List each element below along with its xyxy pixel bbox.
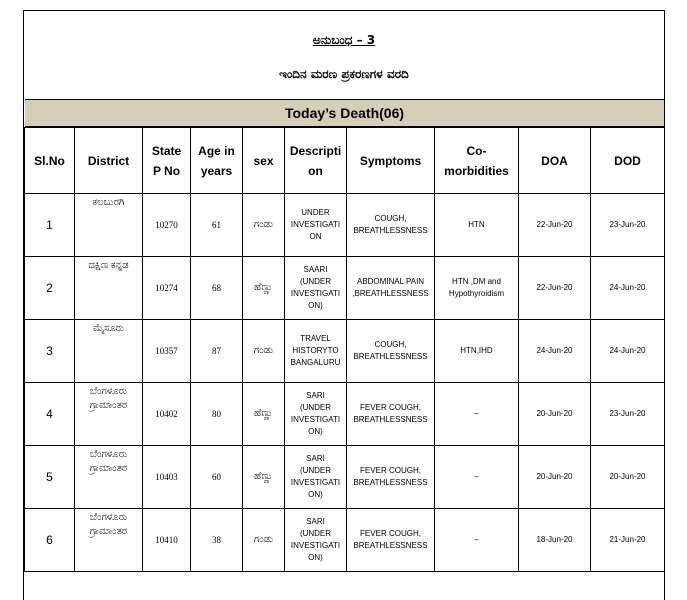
table-row (25, 194, 665, 257)
table-row (25, 509, 665, 572)
annex-heading (24, 33, 664, 48)
cell-comorbidities: HTN ,DM and Hypothyroidism (435, 257, 519, 320)
cell-doa: 18-Jun-20 (519, 509, 591, 572)
cell-sex: ಹೆಣ್ಣು (243, 446, 285, 509)
cell-state-p-no: 10274 (143, 257, 191, 320)
cell-age: 61 (191, 194, 243, 257)
col-header-dod: DOD (591, 128, 665, 194)
table-row (25, 320, 665, 383)
cell-age: 38 (191, 509, 243, 572)
cell-comorbidities: HTN,IHD (435, 320, 519, 383)
todays-death-banner: Today’s Death(06) (25, 99, 664, 127)
cell-age: 60 (191, 446, 243, 509)
table-row (25, 257, 665, 320)
cell-dod: 23-Jun-20 (591, 383, 665, 446)
cell-state-p-no: 10270 (143, 194, 191, 257)
cell-sex: ಗಂಡು (243, 194, 285, 257)
cell-description: TRAVEL HISTORYTO BANGALURU (285, 320, 347, 383)
cell-district: ಬೆಂಗಳೂರು ಗ್ರಾಮಾಂತರ (75, 509, 143, 572)
death-cases-table (24, 127, 665, 572)
col-header-district: District (75, 128, 143, 194)
cell-description: UNDER INVESTIGATI ON (285, 194, 347, 257)
cell-district: ದಕ್ಷಿಣ ಕನ್ನಡ (75, 257, 143, 320)
cell-doa: 22-Jun-20 (519, 194, 591, 257)
cell-slno: 6 (25, 509, 75, 572)
cell-age: 80 (191, 383, 243, 446)
cell-state-p-no: 10410 (143, 509, 191, 572)
document-page (23, 10, 665, 600)
cell-age: 87 (191, 320, 243, 383)
col-header-comorbidities: Co- morbidities (435, 128, 519, 194)
cell-slno: 2 (25, 257, 75, 320)
cell-district: ಮೈಸೂರು (75, 320, 143, 383)
cell-doa: 22-Jun-20 (519, 257, 591, 320)
cell-doa: 20-Jun-20 (519, 383, 591, 446)
col-header-slno: Sl.No (25, 128, 75, 194)
cell-slno: 3 (25, 320, 75, 383)
cell-description: SARI (UNDER INVESTIGATI ON) (285, 383, 347, 446)
cell-sex: ಗಂಡು (243, 509, 285, 572)
cell-description: SARI (UNDER INVESTIGATI ON) (285, 446, 347, 509)
cell-sex: ಹೆಣ್ಣು (243, 383, 285, 446)
cell-age: 68 (191, 257, 243, 320)
cell-dod: 23-Jun-20 (591, 194, 665, 257)
cell-symptoms: COUGH, BREATHLESSNESS (347, 320, 435, 383)
cell-sex: ಹೆಣ್ಣು (243, 257, 285, 320)
cell-symptoms: FEVER COUGH, BREATHLESSNESS (347, 509, 435, 572)
cell-symptoms: ABDOMINAL PAIN ,BREATHLESSNESS (347, 257, 435, 320)
col-header-sex: sex (243, 128, 285, 194)
cell-state-p-no: 10402 (143, 383, 191, 446)
table-header-row (25, 128, 665, 194)
cell-description: SARI (UNDER INVESTIGATI ON) (285, 509, 347, 572)
cell-description: SAARI (UNDER INVESTIGATI ON) (285, 257, 347, 320)
cell-dod: 20-Jun-20 (591, 446, 665, 509)
col-header-description: Descripti on (285, 128, 347, 194)
cell-district: ಬೆಂಗಳೂರು ಗ್ರಾಮಾಂತರ (75, 383, 143, 446)
cell-comorbidities: – (435, 509, 519, 572)
report-subtitle: ಇಂದಿನ ಮರಣ ಪ್ರಕರಣಗಳ ವರದಿ (279, 67, 409, 81)
cell-district: ಬೆಂಗಳೂರು ಗ್ರಾಮಾಂತರ (75, 446, 143, 509)
cell-dod: 24-Jun-20 (591, 257, 665, 320)
cell-slno: 4 (25, 383, 75, 446)
cell-dod: 21-Jun-20 (591, 509, 665, 572)
cell-comorbidities: – (435, 446, 519, 509)
cell-symptoms: FEVER COUGH, BREATHLESSNESS (347, 383, 435, 446)
col-header-age: Age in years (191, 128, 243, 194)
col-header-state-p-no: State P No (143, 128, 191, 194)
col-header-doa: DOA (519, 128, 591, 194)
cell-state-p-no: 10403 (143, 446, 191, 509)
cell-comorbidities: – (435, 383, 519, 446)
cell-doa: 20-Jun-20 (519, 446, 591, 509)
cell-symptoms: COUGH, BREATHLESSNESS (347, 194, 435, 257)
cell-symptoms: FEVER COUGH, BREATHLESSNESS (347, 446, 435, 509)
cell-slno: 5 (25, 446, 75, 509)
cell-sex: ಗಂಡು (243, 320, 285, 383)
cell-comorbidities: HTN (435, 194, 519, 257)
cell-slno: 1 (25, 194, 75, 257)
cell-dod: 24-Jun-20 (591, 320, 665, 383)
cell-state-p-no: 10357 (143, 320, 191, 383)
table-row (25, 446, 665, 509)
annex-title: ಅನುಬಂಧ – 3 (312, 33, 376, 47)
cell-doa: 24-Jun-20 (519, 320, 591, 383)
cell-district: ಕಲಬುರಗಿ (75, 194, 143, 257)
col-header-symptoms: Symptoms (347, 128, 435, 194)
table-row (25, 383, 665, 446)
